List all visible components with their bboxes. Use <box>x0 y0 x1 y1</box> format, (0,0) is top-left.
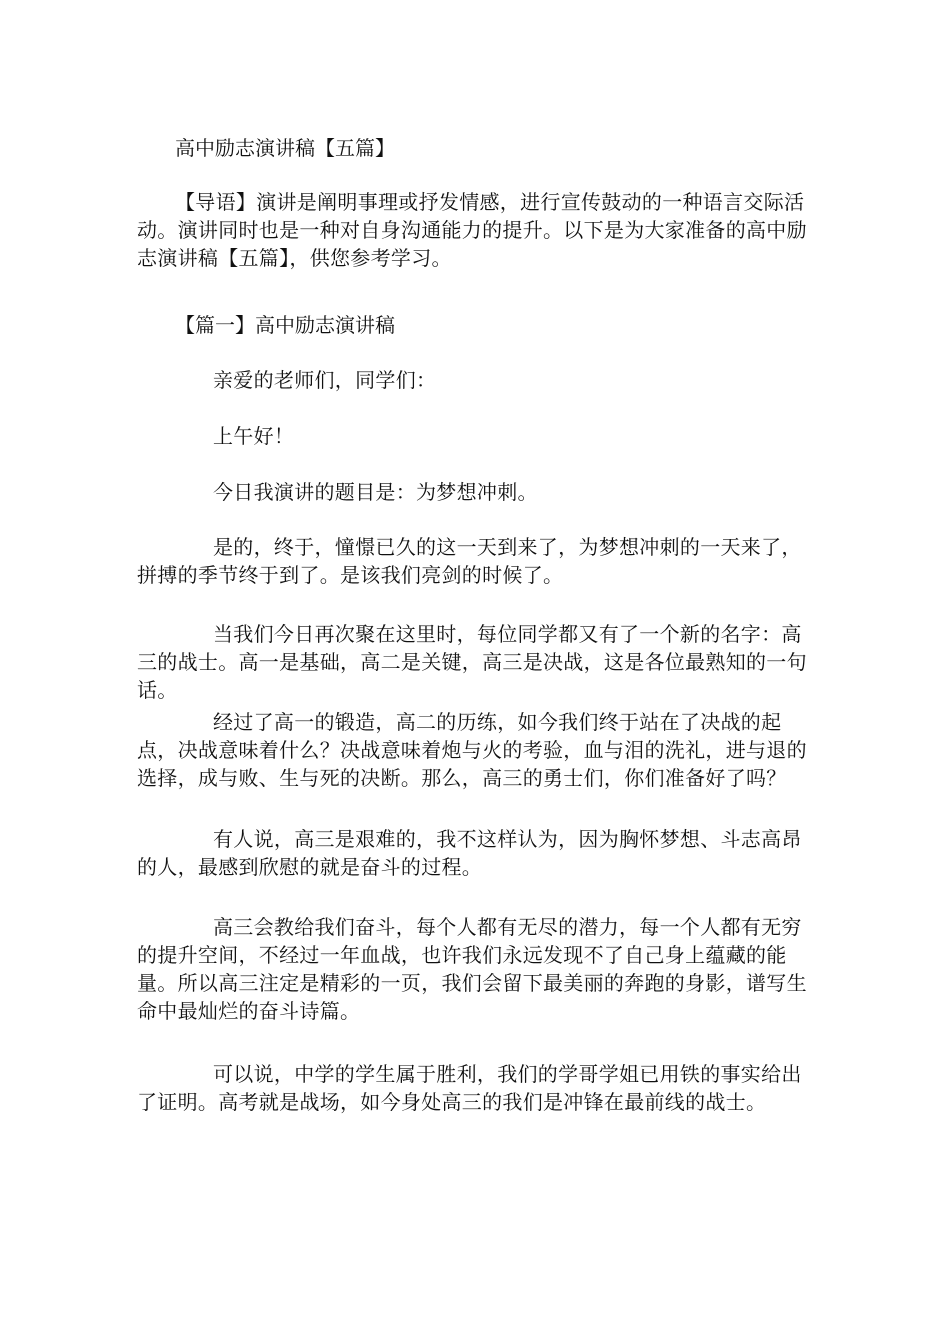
body-paragraph-6: 可以说，中学的学生属于胜利，我们的学哥学姐已用铁的事实给出了证明。高考就是战场，如今身处高三的我们是冲锋在最前线的战士。 <box>137 1062 802 1114</box>
salutation-paragraph: 亲爱的老师们，同学们： <box>213 368 437 392</box>
document-title: 高中励志演讲稿【五篇】 <box>175 136 395 160</box>
body-paragraph-2: 当我们今日再次聚在这里时，每位同学都又有了一个新的名字：高三的战士。高一是基础，高二是关键，高三是决战，这是各位最熟知的一句话。 <box>137 622 807 702</box>
topic-paragraph: 今日我演讲的题目是：为梦想冲刺。 <box>213 480 538 504</box>
intro-paragraph: 【导语】演讲是阐明事理或抒发情感，进行宣传鼓动的一种语言交际活动。演讲同时也是一种对自身沟通能力的提升。以下是为大家准备的高中励志演讲稿【五篇】，供您参考学习。 <box>137 190 807 270</box>
body-paragraph-5: 高三会教给我们奋斗，每个人都有无尽的潜力，每一个人都有无穷的提升空间，不经过一年血战，也许我们永远发现不了自己身上蕴藏的能量。所以高三注定是精彩的一页，我们会留下最美丽的奔跑的身影，谱写生命中最灿烂的奋斗诗篇。 <box>137 915 807 1023</box>
greeting-paragraph: 上午好！ <box>213 424 295 448</box>
body-paragraph-1: 是的，终于，憧憬已久的这一天到来了，为梦想冲刺的一天来了，拼搏的季节终于到了。是该我们亮剑的时候了。 <box>137 535 802 587</box>
body-paragraph-4: 有人说，高三是艰难的，我不这样认为，因为胸怀梦想、斗志高昂的人，最感到欣慰的就是奋斗的过程。 <box>137 827 802 879</box>
section-heading: 【篇一】高中励志演讲稿 <box>175 313 395 337</box>
body-paragraph-3: 经过了高一的锻造，高二的历练，如今我们终于站在了决战的起点，决战意味着什么？决战意味着炮与火的考验，血与泪的洗礼，进与退的选择，成与败、生与死的决断。那么，高三的勇士们，你们准备好了吗？ <box>137 710 807 790</box>
